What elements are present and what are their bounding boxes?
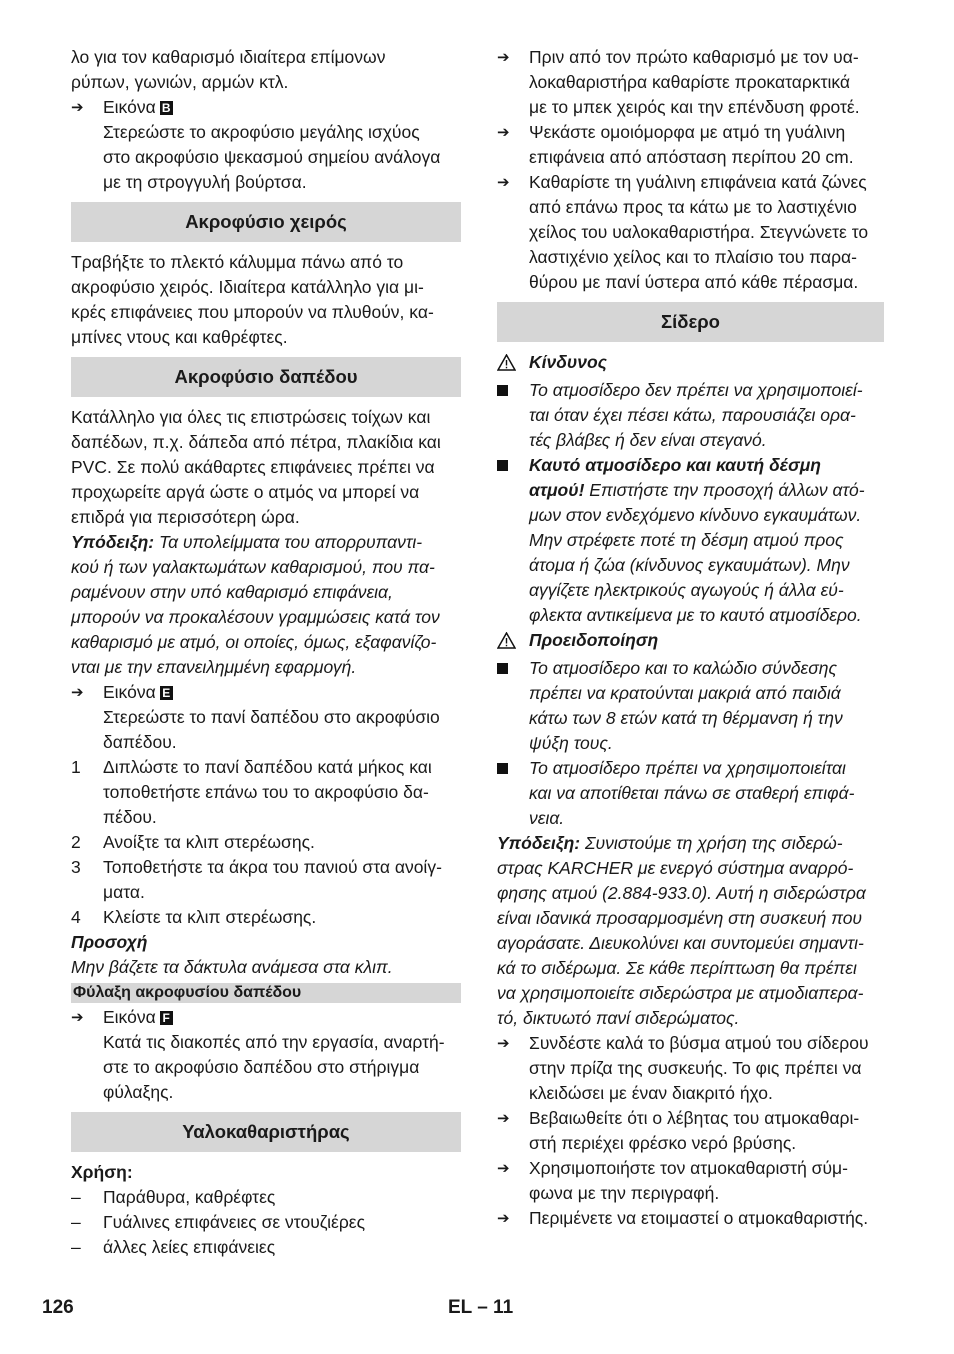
warning-triangle-icon [497, 350, 529, 378]
list-item: – Γυάλινες επιφάνειες σε ντουζιέρες [71, 1210, 461, 1235]
section-heading-iron: Σίδερο [497, 302, 884, 342]
square-bullet-icon [497, 385, 508, 396]
arrow-right-icon: ➔ [71, 1009, 84, 1026]
arrow-right-icon: ➔ [497, 49, 510, 66]
text-line: στο ακροφύσιο ψεκασμού σημείου ανάλογα [103, 147, 441, 167]
list-item: ➔ Ψεκάστε ομοιόμορφα με ατμό τη γυάλινη επιφάνεια από απόσταση περίπου 20 cm. [497, 120, 884, 170]
dash-bullet: – [71, 1237, 81, 1257]
text-line: Στερεώστε το πανί δαπέδου στο ακροφύσιο [103, 707, 440, 727]
list-item: Το ατμοσίδερο πρέπει να χρησιμοποιείται και να αποτίθεται πάνω σε σταθερή επιφά- νεια. [497, 756, 884, 831]
arrow-right-icon: ➔ [71, 99, 84, 116]
list-item: ➔ Χρησιμοποιήστε τον ατμοκαθαριστή σύμ- φωνα με την περιγραφή. [497, 1156, 884, 1206]
list-item: ➔ Καθαρίστε τη γυάλινη επιφάνεια κατά ζώνες από επάνω προς τα κάτω με το λαστιχένιο χείλος του υαλοκαθαριστήρα. Στεγνώνετε το λαστιχένιο χείλος και το πλαίσιο του παρα- θύρου με πανί ύστερα από κάθε πέρασμα. [497, 170, 884, 295]
arrow-right-icon: ➔ [497, 124, 510, 141]
figure-e-icon: E [160, 686, 173, 700]
section-heading-hand-nozzle: Ακροφύσιο χειρός [71, 202, 461, 242]
arrow-right-icon: ➔ [497, 1035, 510, 1052]
text-line: δαπέδου. [103, 732, 177, 752]
note-line: ραμένουν στην υπό καθαρισμό επιφάνεια, [71, 582, 393, 602]
caution-text: Μην βάζετε τα δάκτυλα ανάμεσα στα κλιπ. [71, 957, 393, 977]
arrow-right-icon: ➔ [497, 1160, 510, 1177]
page-number: 126 [42, 1297, 74, 1318]
figure-f-icon: F [160, 1011, 173, 1025]
square-bullet-icon [497, 663, 508, 674]
list-item: ➔ Συνδέστε καλά το βύσμα ατμού του σίδερου στην πρίζα της συσκευής. Το φις πρέπει να κλειδώσει με έναν διακριτό ήχο. [497, 1031, 884, 1106]
list-item: Το ατμοσίδερο και το καλώδιο σύνδεσης πρέπει να κρατούνται μακριά από παιδιά κάτω των 8 ετών κατά τη θέρμανση ή την ψύξη τους. [497, 656, 884, 756]
list-item: 2 Ανοίξτε τα κλιπ στερέωσης. [71, 830, 461, 855]
list-item: 1 Διπλώστε το πανί δαπέδου κατά μήκος και τοποθετήστε επάνω του το ακροφύσιο δα- πέδου. [71, 755, 461, 830]
text-line: με τη στρογγυλή βούρτσα. [103, 172, 307, 192]
text-line: μπίνες ντους και καθρέφτες. [71, 327, 288, 347]
note-line: αγοράσατε. Διευκολύνει και συντομεύει σημαντι- [497, 933, 864, 953]
square-bullet-icon [497, 460, 508, 471]
note-line: φησης ατμού (2.884-933.0). Αυτή η σιδερώστρα [497, 883, 866, 903]
intro-line: λο για τον καθαρισμό ιδιαίτερα επίμονων [71, 47, 386, 67]
note-line: είναι ιδανικά προσαρμοσμένη στη συσκευή που [497, 908, 863, 928]
note-line: τό, δικτυωτό πανί σιδερώματος. [497, 1008, 740, 1028]
warning-heading: Προειδοποίηση [497, 628, 884, 656]
arrow-right-icon: ➔ [71, 684, 84, 701]
figure-label: Εικόνα [103, 97, 156, 117]
text-line: Κατάλληλο για όλες τις επιστρώσεις τοίχων και [71, 407, 431, 427]
text-line: Κατά τις διακοπές από την εργασία, αναρτή- [103, 1032, 445, 1052]
section-footer: EL – 11 [448, 1297, 514, 1318]
text-line: στε το ακροφύσιο δαπέδου στο στήριγμα [103, 1057, 420, 1077]
caution-label: Προσοχή [71, 932, 148, 952]
step-number: 1 [71, 757, 81, 777]
figure-ref-f [71, 1005, 461, 1030]
note-line: κά το σιδέρωμα. Σε κάθε περίπτωση θα πρέπει [497, 958, 857, 978]
figure-b-icon: B [160, 101, 173, 115]
text-line: δαπέδων, π.χ. δάπεδα από πέτρα, πλακίδια και [71, 432, 441, 452]
text-line: φύλαξης. [103, 1082, 174, 1102]
note-line: κού ή των γαλακτωμάτων καθαρισμού, που πα- [71, 557, 435, 577]
list-item: – άλλες λείες επιφάνειες [71, 1235, 461, 1260]
text-line: Στερεώστε το ακροφύσιο μεγάλης ισχύος [103, 122, 420, 142]
text-line: Τραβήξτε το πλεκτό κάλυμμα πάνω από το [71, 252, 404, 272]
intro-line: ρύπων, γωνιών, αρμών κτλ. [71, 72, 289, 92]
figure-ref-e [71, 680, 461, 705]
warning-triangle-icon [497, 628, 529, 656]
note-line: να χρησιμοποιείτε σιδερώστρα με ατμοδιαπερα- [497, 983, 864, 1003]
arrow-right-icon: ➔ [497, 174, 510, 191]
usage-label: Χρήση: [71, 1162, 133, 1182]
figure-ref-b [71, 95, 461, 120]
square-bullet-icon [497, 763, 508, 774]
list-item: – Παράθυρα, καθρέφτες [71, 1185, 461, 1210]
note-line: Υπόδειξη: Συνιστούμε τη χρήση της σιδερώ- [497, 833, 843, 853]
step-number: 2 [71, 832, 81, 852]
step-number: 3 [71, 857, 81, 877]
arrow-right-icon: ➔ [497, 1210, 510, 1227]
list-item: ➔ Περιμένετε να ετοιμαστεί ο ατμοκαθαριστής. [497, 1206, 884, 1231]
list-item: Το ατμοσίδερο δεν πρέπει να χρησιμοποιεί- ται όταν έχει πέσει κάτω, παρουσιάζει ορα- τές βλάβες ή δεν είναι στεγανό. [497, 378, 884, 453]
dash-bullet: – [71, 1212, 81, 1232]
section-heading-storage: Φύλαξη ακροφυσίου δαπέδου [71, 983, 461, 1003]
section-heading-floor-nozzle: Ακροφύσιο δαπέδου [71, 357, 461, 397]
figure-label: Εικόνα [103, 682, 156, 702]
arrow-right-icon: ➔ [497, 1110, 510, 1127]
text-line: προχωρείτε αργά ώστε ο ατμός να μπορεί να [71, 482, 420, 502]
note-line: μπορούν να προκαλέσουν γραμμώσεις κατά τον [71, 607, 440, 627]
note-line: στρας KARCHER με ενεργό σύστημα αναρρό- [497, 858, 854, 878]
text-line: PVC. Σε πολύ ακάθαρτες επιφάνειες πρέπει να [71, 457, 435, 477]
note-label: Υπόδειξη: [497, 833, 581, 853]
text-line: κρές επιφάνειες που μπορούν να πλυθούν, κα- [71, 302, 434, 322]
left-column [71, 45, 461, 1260]
list-item: ➔ Πριν από τον πρώτο καθαρισμό με τον υα- λοκαθαριστήρα καθαρίστε προκαταρκτικά με το μπεκ χειρός και την επένδυση φροτέ. [497, 45, 884, 120]
text-line: ακροφύσιο χειρός. Ιδιαίτερα κατάλληλο για μι- [71, 277, 424, 297]
list-item: Καυτό ατμοσίδερο και καυτή δέσμη ατμού! Επιστήστε την προσοχή άλλων ατό- μων στον ενδεχόμενο κίνδυνο εγκαυμάτων. Μην στρέφετε ποτέ τη δέσμη ατμού προς άτομα ή ζώα (κίνδυνος εγκαυμάτων). Μην αγγίζετε ηλεκτρικούς αγωγούς ή άλλα εύ- φλεκτα αντικείμενα με το καυτό ατμοσίδερο. [497, 453, 884, 628]
right-column [497, 45, 884, 1231]
note-line: νται με την επανειλημμένη εφαρμογή. [71, 657, 357, 677]
step-number: 4 [71, 907, 81, 927]
text-line: επιδρά για περισσότερη ώρα. [71, 507, 300, 527]
note-label: Υπόδειξη: [71, 532, 155, 552]
figure-label: Εικόνα [103, 1007, 156, 1027]
dash-bullet: – [71, 1187, 81, 1207]
list-item: 3 Τοποθετήστε τα άκρα του πανιού στα ανοίγ- ματα. [71, 855, 461, 905]
section-heading-window-cleaner: Υαλοκαθαριστήρας [71, 1112, 461, 1152]
note-line: Υπόδειξη: Τα υπολείμματα του απορρυπαντι- [71, 532, 423, 552]
danger-heading: Κίνδυνος [497, 350, 884, 378]
list-item: 4 Κλείστε τα κλιπ στερέωσης. [71, 905, 461, 930]
list-item: ➔ Βεβαιωθείτε ότι ο λέβητας του ατμοκαθαρι- στή περιέχει φρέσκο νερό βρύσης. [497, 1106, 884, 1156]
note-line: καθαρισμό με ατμό, οι οποίες, όμως, εξαφανίζο- [71, 632, 437, 652]
